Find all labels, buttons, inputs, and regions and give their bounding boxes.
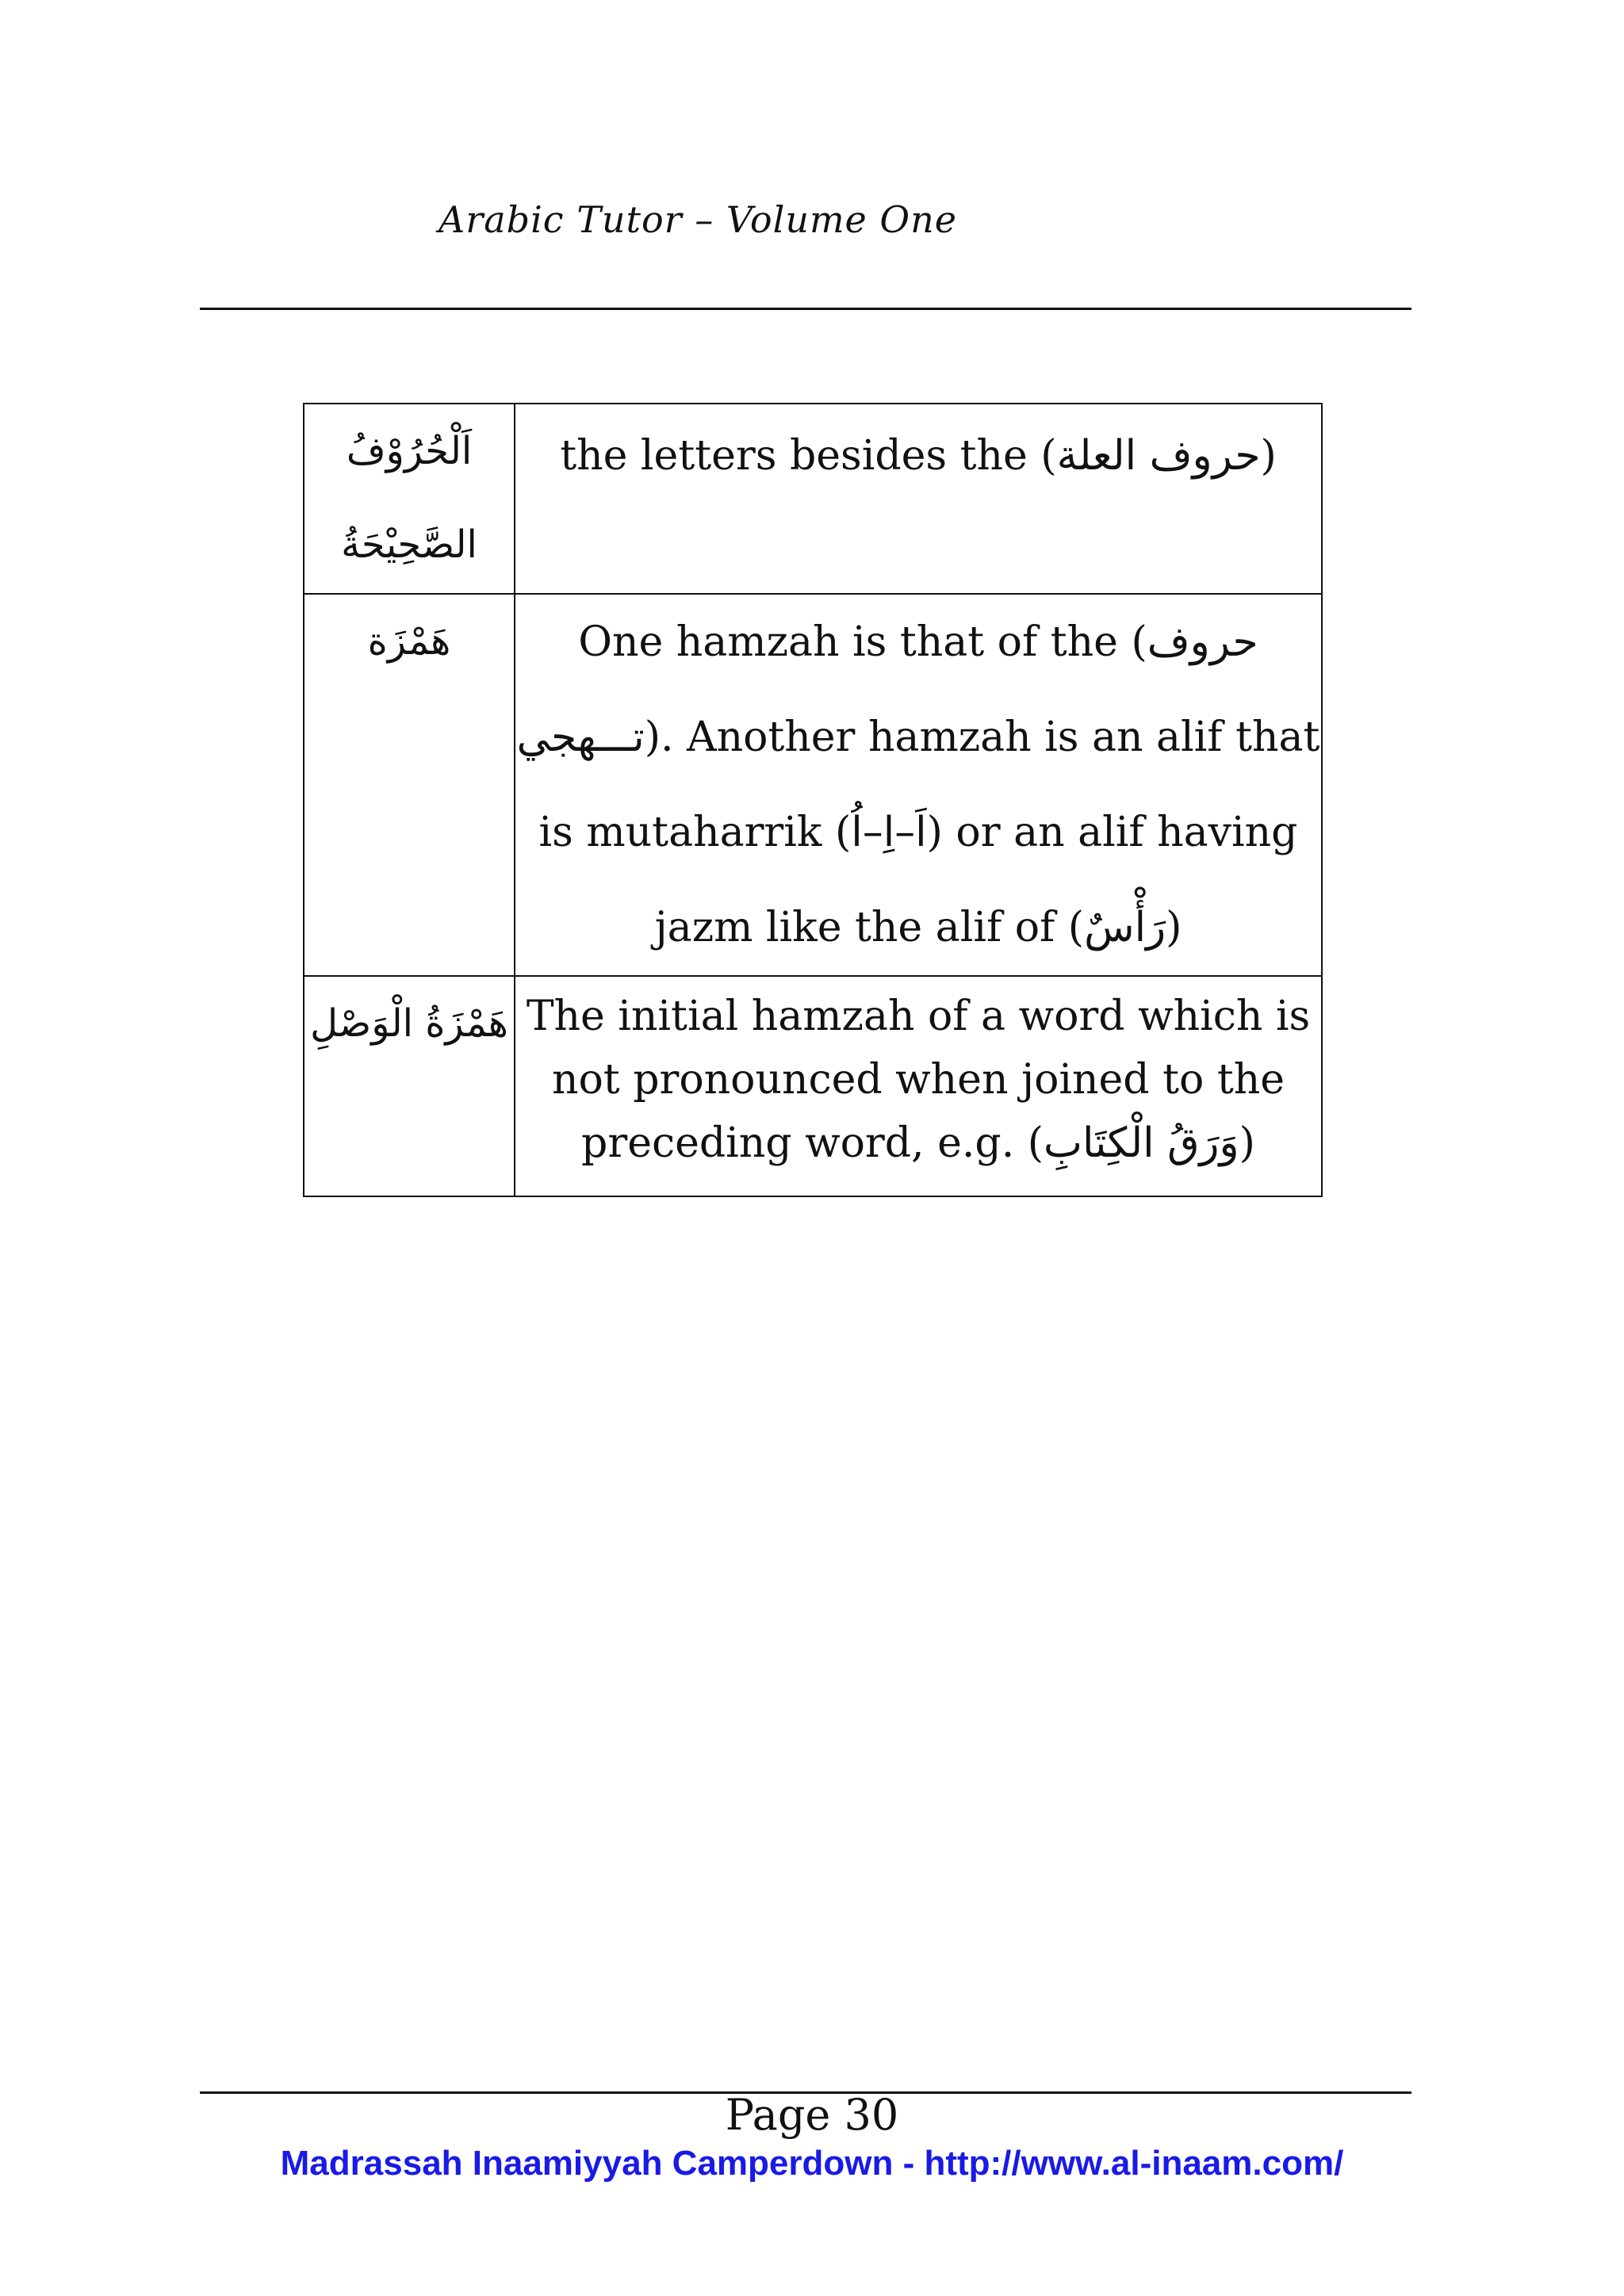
- glossary-definition: The initial hamzah of a word which is not pronounced when joined to the preceding word, e.g. (وَرَقُ الْكِتَابِ): [515, 976, 1322, 1196]
- glossary-row: [304, 976, 1322, 1196]
- glossary-definition: One hamzah is that of the (حروف تـــهجي). Another hamzah is an alif that is mutaharrik (اَ–اِ–اُ) or an alif having jazm like the alif of (رَأْسٌ): [515, 594, 1322, 976]
- glossary-term: اَلْحُرُوْفُ الصَّحِيْحَةُ: [304, 404, 515, 594]
- running-header-title: Arabic Tutor – Volume One: [439, 198, 957, 241]
- glossary-term: هَمْزَة: [304, 594, 515, 976]
- glossary-row: [304, 594, 1322, 976]
- glossary-row: [304, 404, 1322, 594]
- glossary-term: هَمْزَةُ الْوَصْلِ: [304, 976, 515, 1196]
- header-rule: [200, 308, 1411, 310]
- glossary-definition: the letters besides the (حروف العلة): [515, 404, 1322, 594]
- website-footer-link[interactable]: Madrassah Inaamiyyah Camperdown - http://www.al-inaam.com/: [280, 2144, 1344, 2183]
- page-number: Page 30: [725, 2090, 899, 2140]
- glossary-table: [303, 403, 1323, 1197]
